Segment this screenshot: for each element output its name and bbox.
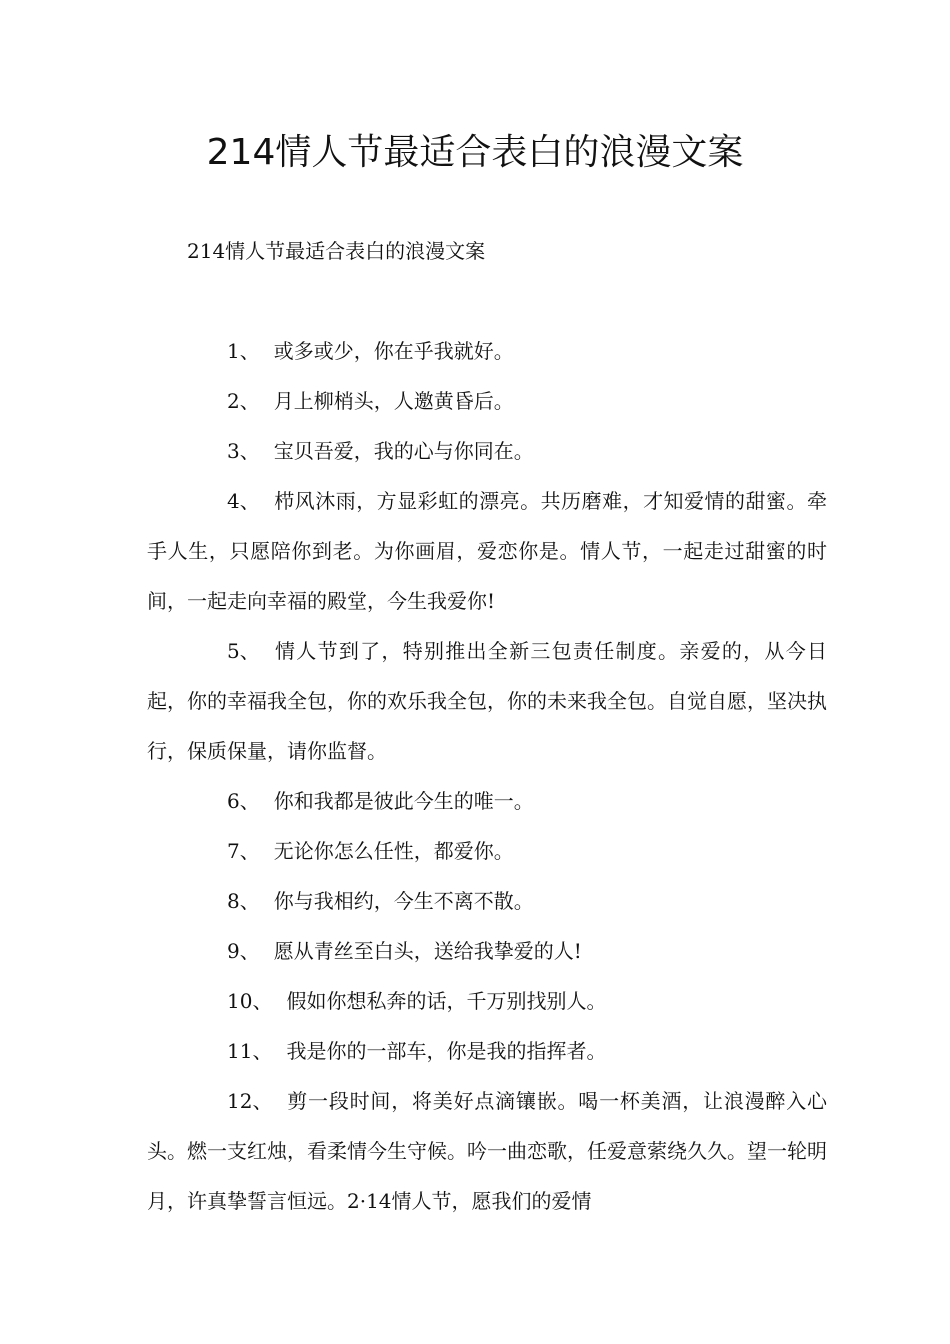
list-item — [147, 876, 827, 926]
list-item — [147, 926, 827, 976]
item-number: 2、 — [227, 389, 260, 413]
item-text: 宝贝吾爱，我的心与你同在。 — [273, 439, 534, 463]
item-number: 6、 — [227, 789, 260, 813]
list-item — [147, 426, 827, 476]
list-item — [147, 376, 827, 426]
blank-line — [147, 276, 827, 326]
document-subtitle: 214情人节最适合表白的浪漫文案 — [187, 239, 486, 263]
item-text: 栉风沐雨，方显彩虹的漂亮。共历磨难，才知爱情的甜蜜。牵手人生，只愿陪你到老。为你画眉，爱恋你是。情人节，一起走过甜蜜的时间，一起走向幸福的殿堂，今生我爱你! — [147, 489, 827, 613]
list-item — [147, 976, 827, 1026]
item-text: 我是你的一部车，你是我的指挥者。 — [286, 1039, 607, 1063]
list-item — [147, 1076, 827, 1226]
item-number: 8、 — [227, 889, 260, 913]
document-body — [147, 226, 827, 1226]
list-item — [147, 826, 827, 876]
list-item — [147, 626, 827, 776]
item-number: 1、 — [227, 339, 260, 363]
list-item — [147, 1026, 827, 1076]
item-number: 9、 — [227, 939, 260, 963]
list-item — [147, 776, 827, 826]
item-number: 7、 — [227, 839, 260, 863]
list-item — [147, 326, 827, 376]
item-text: 无论你怎么任性，都爱你。 — [273, 839, 514, 863]
item-number: 10、 — [227, 989, 273, 1013]
item-text: 你与我相约，今生不离不散。 — [273, 889, 534, 913]
item-text: 愿从青丝至白头，送给我挚爱的人! — [273, 939, 582, 963]
item-number: 11、 — [227, 1039, 273, 1063]
item-text: 情人节到了，特别推出全新三包责任制度。亲爱的，从今日起，你的幸福我全包，你的欢乐我全包，你的未来我全包。自觉自愿，坚决执行，保质保量，请你监督。 — [147, 639, 827, 763]
item-number: 5、 — [227, 639, 260, 663]
item-number: 4、 — [227, 489, 260, 513]
list-item — [147, 476, 827, 626]
item-text: 或多或少，你在乎我就好。 — [273, 339, 514, 363]
item-text: 剪一段时间，将美好点滴镶嵌。喝一杯美酒，让浪漫醉入心头。燃一支红烛，看柔情今生守候。吟一曲恋歌，任爱意萦绕久久。望一轮明月，许真挚誓言恒远。2·14情人节，愿我们的爱情 — [147, 1089, 827, 1213]
document-title: 214情人节最适合表白的浪漫文案 — [206, 132, 744, 173]
item-text: 你和我都是彼此今生的唯一。 — [273, 789, 534, 813]
item-text: 假如你想私奔的话，千万别找别人。 — [286, 989, 607, 1013]
item-number: 12、 — [227, 1089, 273, 1113]
item-text: 月上柳梢头，人邀黄昏后。 — [273, 389, 514, 413]
item-number: 3、 — [227, 439, 260, 463]
